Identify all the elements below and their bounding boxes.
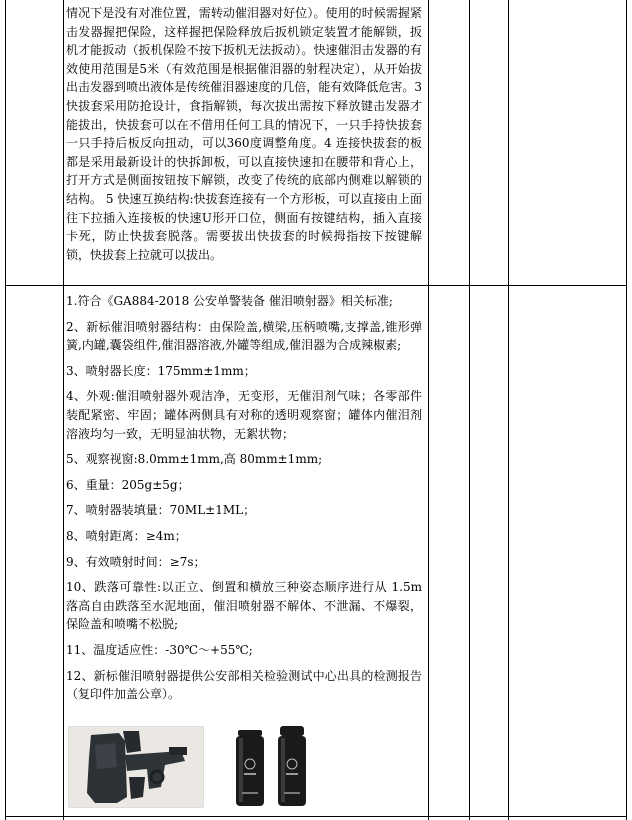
spec-item: 11、温度适应性：-30℃～+55℃; bbox=[66, 642, 253, 657]
spec-item: 2、新标催泪喷射器结构：由保险盖,横梁,压柄喷嘴,支撑盖,锥形弹簧,内罐,囊袋组件,催泪器溶液,外罐等组成,催泪器为合成辣椒素; bbox=[66, 319, 422, 353]
spec-item: 4、外观:催泪喷射器外观洁净，无变形，无催泪剂气味；各零部件装配紧密、牢固；罐体两侧具有对称的透明观察窗；罐体内催泪剂溶液均匀一致，无明显油状物，无絮状物； bbox=[66, 389, 422, 441]
canisters-image bbox=[232, 724, 312, 810]
spec-item: 12、新标催泪喷射器提供公安部相关检验测试中心出具的检测报告（复印件加盖公章）。 bbox=[66, 668, 422, 702]
spec-item: 6、重量：205g±5g； bbox=[66, 477, 190, 492]
spec-item: 9、有效喷射时间：≥7s； bbox=[66, 554, 206, 569]
spec-item: 5、观察视窗:8.0mm±1mm,高 80mm±1mm; bbox=[66, 452, 323, 467]
spec-item: 7、喷射器装填量：70ML±1ML； bbox=[66, 503, 256, 518]
table-border-left bbox=[5, 0, 6, 820]
table-column-divider bbox=[508, 0, 509, 820]
spec-item: 8、喷射距离：≥4m； bbox=[66, 528, 187, 543]
description-cell bbox=[66, 4, 422, 264]
spec-item: 3、喷射器长度：175mm±1mm； bbox=[66, 363, 256, 378]
table-column-divider bbox=[428, 0, 429, 820]
product-photos bbox=[68, 724, 418, 812]
table-border-right bbox=[626, 0, 627, 820]
table-column-divider bbox=[469, 0, 470, 820]
spec-list bbox=[66, 292, 422, 711]
spec-item: 1.符合《GA884-2018 公安单警装备 催泪喷射器》相关标准; bbox=[66, 294, 393, 308]
description-paragraph: 情况下是没有对准位置，需转动催泪器对好位）。使用的时候需握紧击发器握把保险，这样握把保险释放后扳机锁定装置才能解锁，扳机才能扳动（扳机保险不按下扳机无法扳动）。快速催泪击发器的有效使用范围是5米（有效范围是根据催泪器的射程决定），从开始拔出击发器到喷出液体是传统催泪器速度的几倍，能有效降低危害。3 快拔套采用防抢设计，食指解锁，每次拔出需按下释放键击发器才能拔出，快拔套可以在不借用任何工具的情况下，一只手持快拔套一只手持后板反向扭动，可以360度调整角度。4 连接快拔套的板都是采用最新设计的快拆卸板，可以直接快速扣在腰带和背心上，打开方式是侧面按钮按下解锁，改变了传统的底部内侧难以解锁的结构。 5 快速互换结构:快拔套连接有一个方形板，可以直接由上面往下拉插入连接板的快速U形开口位，侧面有按键结构，插入直接卡死，防止快拔套脱落。需要拔出快拔套的时候拇指按下按键解锁，快拔套上拉就可以拔出。 bbox=[66, 6, 422, 262]
table-border-bottom bbox=[5, 816, 627, 817]
table-column-divider bbox=[63, 0, 64, 820]
holster-image bbox=[69, 727, 203, 807]
table-row-divider bbox=[5, 285, 627, 286]
spec-item: 10、跌落可靠性:以正立、倒置和横放三种姿态顺序进行从 1.5m 落高自由跌落至水泥地面，催泪喷射器不解体、不泄漏、不爆裂，保险盖和喷嘴不松脱; bbox=[66, 580, 422, 632]
launcher-holster-photo bbox=[68, 726, 204, 808]
spray-canisters-photo bbox=[232, 724, 312, 810]
